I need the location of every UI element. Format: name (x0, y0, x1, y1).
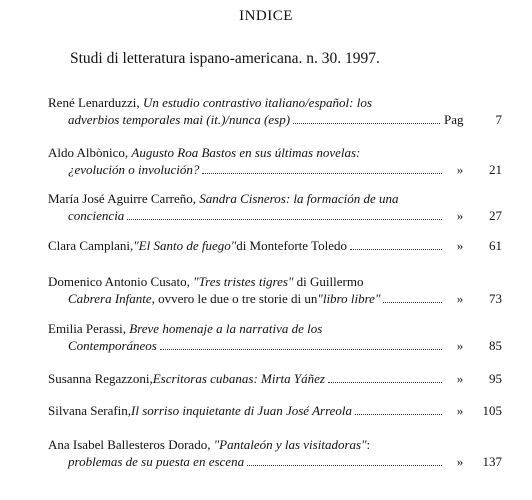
entry-title-rest: di Guillermo (293, 274, 364, 289)
entry-author: Ana Isabel Ballesteros Dorado, (48, 437, 214, 452)
entry-title: Un estudio contrastivo italiano/español: los (142, 95, 372, 110)
leader-dots (383, 301, 442, 303)
page-prefix: » (456, 291, 464, 306)
journal-subtitle: Studi di letteratura ispano-americana. n. 30. 1997. (70, 50, 380, 67)
entry-title-cont: ¿evolución o involución? (68, 162, 200, 177)
entry-author: Aldo Albònico, (48, 145, 132, 160)
page-number: 21 (489, 162, 502, 177)
leader-dots (127, 218, 442, 220)
leader-dots (328, 381, 442, 383)
entry-author: Susanna Regazzoni, (48, 371, 153, 386)
page-prefix: » (456, 403, 464, 418)
index-entry (48, 273, 502, 307)
index-entry (48, 436, 502, 470)
entry-title: Breve homenaje a la narrativa de los (129, 321, 323, 336)
page-number: 85 (489, 338, 502, 353)
entry-title: Il sorriso inquietante di Juan José Arreola (131, 403, 353, 418)
page-number: 27 (489, 208, 502, 223)
leader-dots (160, 348, 442, 350)
entry-title-rest: di Monteforte Toledo (236, 238, 347, 253)
page-prefix: » (456, 238, 464, 253)
entry-title: Augusto Roa Bastos en sus últimas novelas: (131, 145, 361, 160)
leader-dots (247, 464, 442, 466)
leader-dots (350, 248, 442, 250)
entry-title-cont: "libro libre" (317, 291, 381, 306)
leader-dots (293, 122, 440, 124)
entry-title-rest: : (366, 437, 371, 452)
index-entry (48, 144, 502, 178)
page-prefix: » (456, 208, 464, 223)
entry-title-cont: problemas de su puesta en escena (68, 454, 245, 469)
entry-title-cont: Contemporáneos (68, 338, 157, 353)
entry-title: "Pantaleón y las visitadoras" (213, 437, 367, 452)
entry-title-cont: adverbios temporales mai (it.)/nunca (esp) (68, 112, 291, 127)
leader-dots (202, 172, 442, 174)
page-number: 73 (489, 291, 502, 306)
page-number: 105 (482, 403, 502, 418)
page-prefix: Pag (444, 112, 464, 127)
page-prefix: » (456, 162, 464, 177)
page-number: 95 (489, 371, 502, 386)
entry-author: Clara Camplani, (48, 238, 134, 253)
page-number: 7 (495, 112, 502, 127)
index-entry (48, 320, 502, 354)
page-prefix: » (456, 454, 464, 469)
page-prefix: » (456, 371, 464, 386)
page-number: 61 (489, 238, 502, 253)
entry-author: Domenico Antonio Cusato, (48, 274, 194, 289)
entry-title: Sandra Cisneros: la formación de una (199, 191, 399, 206)
index-entry (48, 237, 502, 254)
entry-author: Emilia Perassi, (48, 321, 130, 336)
page-prefix: » (456, 338, 464, 353)
entry-author: René Lenarduzzi, (48, 95, 143, 110)
index-entry (48, 402, 502, 419)
entry-author: María José Aguirre Carreño, (48, 191, 200, 206)
index-entry (48, 190, 502, 224)
entry-title: Escritoras cubanas: Mirta Yáñez (152, 371, 325, 386)
index-entry (48, 370, 502, 387)
entry-author: Silvana Serafin, (48, 403, 132, 418)
entry-title-rest: , ovvero le due o tre storie di un (151, 291, 318, 306)
leader-dots (355, 413, 442, 415)
index-entry (48, 94, 502, 128)
entry-title-cont: Cabrera Infante (68, 291, 152, 306)
entry-title: "Tres tristes tigres" (193, 274, 294, 289)
page-number: 137 (482, 454, 502, 469)
entry-title: "El Santo de fuego" (133, 238, 237, 253)
entry-title-cont: conciencia (68, 208, 125, 223)
page-title: INDICE (239, 8, 293, 24)
